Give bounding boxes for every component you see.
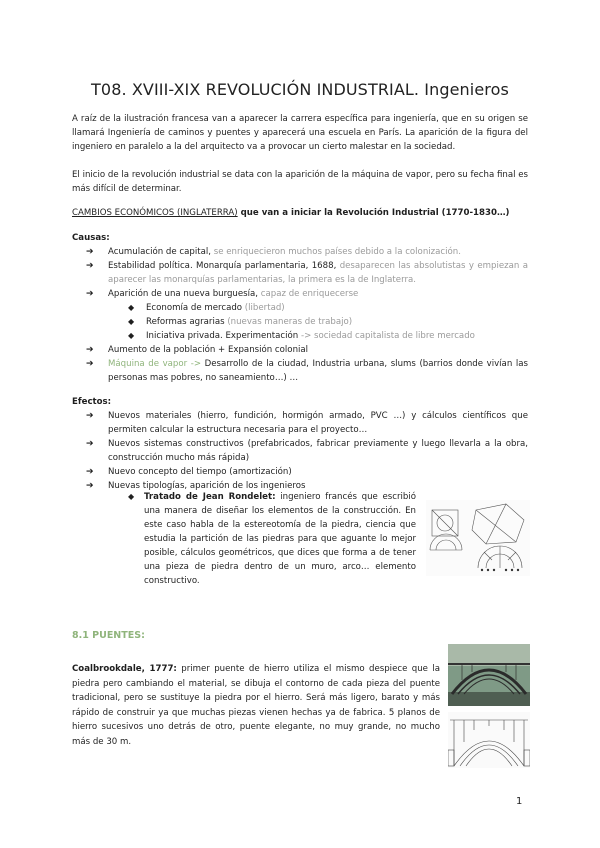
intro-paragraph-1: A raíz de la ilustración francesa van a aparecer la carrera específica para ingeniería, que en su origen se llamará Ingeniería de caminos y puentes y aparecerá una escuela en París. La aparición de la figura del ingeniero en paralelo a la del arquitecto va a provocar un cierto malestar en la sociedad.: [72, 114, 528, 152]
page-title: T08. XVIII-XIX REVOLUCIÓN INDUSTRIAL. Ingenieros: [91, 80, 509, 99]
arrow-icon: ➔: [86, 261, 94, 271]
arrow-icon: ➔: [86, 481, 94, 491]
list-item: ➔ Aumento de la población + Expansión colonial: [86, 345, 309, 355]
rondelet-paragraph: ◆ Tratado de Jean Rondelet: ingeniero francés que escribió una manera de diseñar los elementos de la construcción. En este caso habla de la estereotomía de la piedra, ciencia que estudia la partición de las piedras para que aguante lo mejor posible, cálculos geométricos, que dices que forma a de tener una pieza de piedra dentro de un muro, arco… elemento constructivo.: [128, 492, 416, 586]
iron-bridge-photo: [448, 644, 530, 706]
intro-paragraph-2: El inicio de la revolución industrial se data con la aparición de la máquina de vapor, pero su fecha final es más difícil de determinar.: [72, 170, 528, 194]
list-subitem: ◆ Reformas agrarias (nuevas maneras de trabajo): [128, 317, 353, 327]
cambios-heading: [72, 208, 510, 218]
cambios-underlined: CAMBIOS ECONÓMICOS (INGLATERRA): [72, 208, 238, 218]
efectos-label: Efectos:: [72, 397, 112, 407]
diamond-icon: ◆: [128, 317, 135, 326]
list-subitem: ◆ Economía de mercado (libertad): [128, 303, 285, 313]
list-item: ➔ Nuevos sistemas constructivos (prefabricados, fabricar previamente y luego llevarla a la obra, construcción mucho más rápida): [86, 439, 528, 463]
list-item: ➔ Nuevo concepto del tiempo (amortización): [86, 467, 292, 477]
causas-label: Causas:: [72, 233, 110, 243]
diamond-icon: ◆: [128, 303, 135, 312]
page-number: 1: [516, 796, 523, 807]
diamond-icon: ◆: [128, 492, 135, 501]
causas-list: [72, 245, 528, 385]
list-item: ➔ Máquina de vapor -> Desarrollo de la ciudad, Industria urbana, slums (barrios donde vivían las personas mas pobres, no saneamiento…) …: [86, 359, 528, 383]
list-item: ➔ Nuevas tipologías, aparición de los ingenieros: [86, 481, 306, 491]
arrow-icon: ➔: [86, 439, 94, 449]
arrow-icon: ➔: [86, 289, 94, 299]
list-subitem: ◆ Iniciativa privada. Experimentación -> sociedad capitalista de libre mercado: [128, 331, 475, 341]
arrow-icon: ➔: [86, 359, 94, 369]
diamond-icon: ◆: [128, 331, 135, 340]
stereotomy-drawing: [426, 500, 530, 576]
list-item: ➔ Aparición de una nueva burguesía, capaz de enriquecerse: [86, 289, 359, 299]
list-item: ➔ Estabilidad política. Monarquía parlamentaria, 1688, desaparecen las absolutistas y empiezan a aparecer las monarquías parlamentarias, la primera es la de Inglaterra.: [86, 261, 528, 285]
arrow-icon: ➔: [86, 345, 94, 355]
arrow-icon: ➔: [86, 411, 94, 421]
coalbrookdale-paragraph: Coalbrookdale, 1777: primer puente de hierro utiliza el mismo despiece que la piedra pero cambiando el material, se dibuja el contorno de cada pieza del puente tradicional, pero se sustituye la piedra por el hierro. Será más ligero, barato y más rápido de construir ya que muchas piezas vienen hechas ya de fabrica. 5 planos de hierro sucesivos uno detrás de otro, puente elegante, no muy grande, no mucho más de 30 m.: [72, 664, 440, 747]
arrow-icon: ➔: [86, 247, 94, 257]
efectos-list: [72, 409, 528, 493]
iron-bridge-drawing: [448, 712, 530, 768]
arrow-icon: ➔: [86, 467, 94, 477]
list-item: ➔ Acumulación de capital, se enriquecieron muchos países debido a la colonización.: [86, 247, 461, 257]
cambios-rest: que van a iniciar la Revolución Industrial (1770-1830…): [237, 208, 510, 218]
section-heading: 8.1 PUENTES:: [72, 630, 145, 641]
list-item: ➔ Nuevos materiales (hierro, fundición, hormigón armado, PVC …) y cálculos científicos que permiten calcular la estructura necesaria para el proyecto…: [86, 411, 528, 435]
